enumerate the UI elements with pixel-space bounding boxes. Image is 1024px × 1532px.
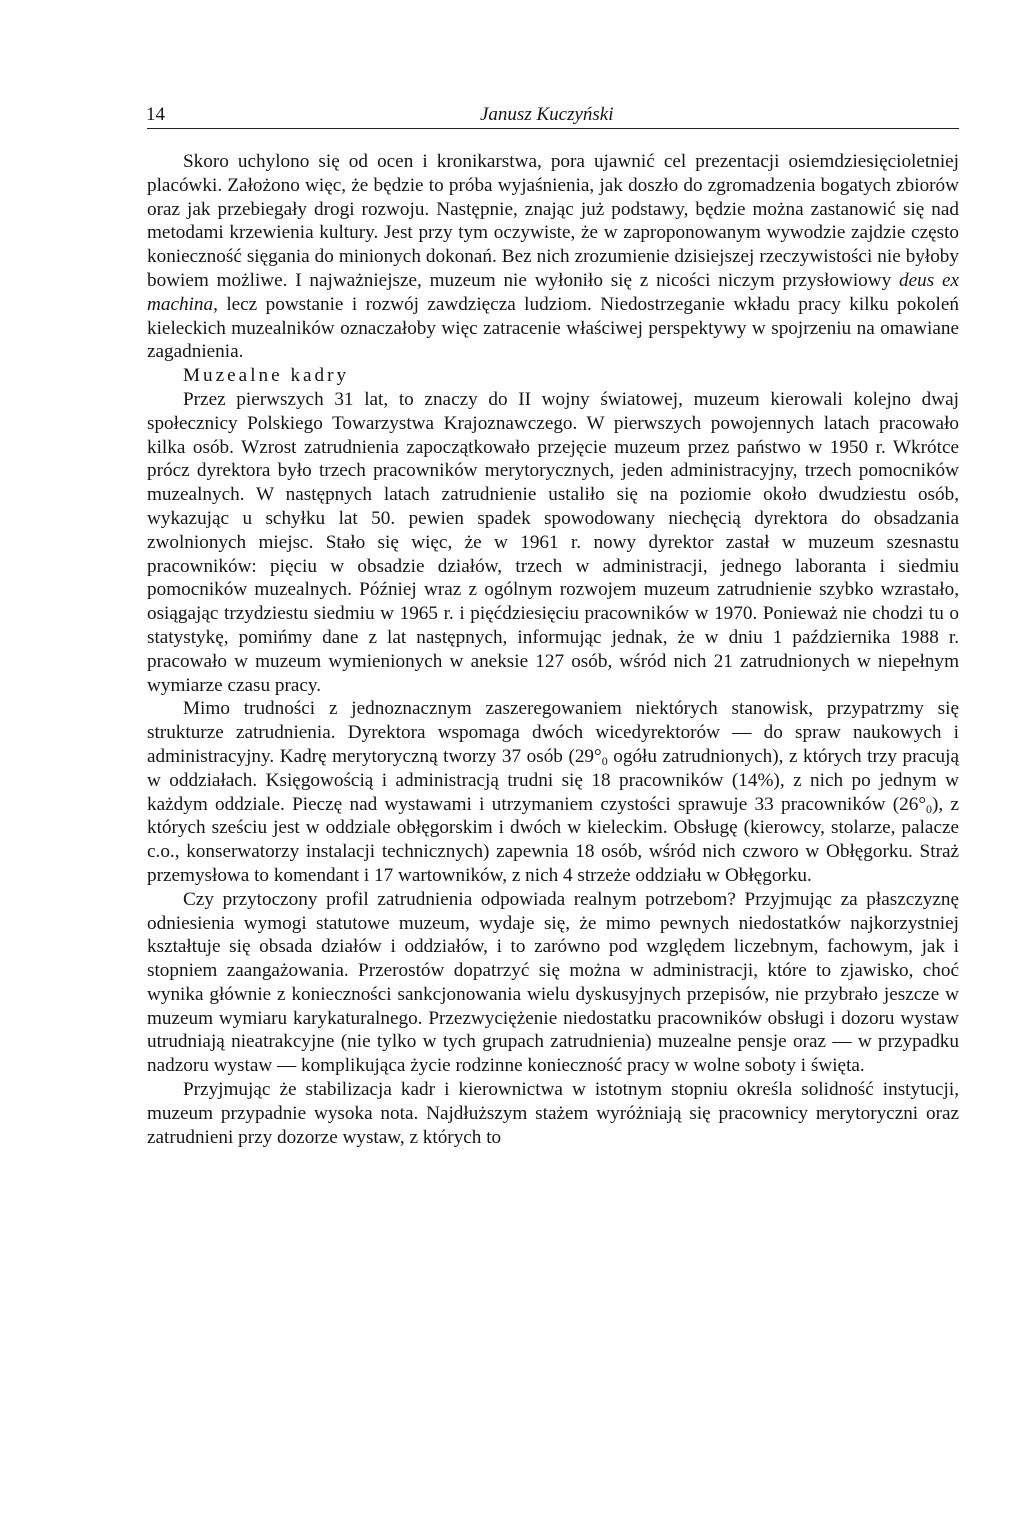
paragraph-intro (147, 150, 959, 364)
percent-sub-2: 0 (926, 801, 932, 816)
running-head-author: Janusz Kuczyński (480, 104, 614, 125)
paragraph-staff-structure-text-2: ogółu zatrudnionych), z których trzy pracują w oddziałach. Księgowością i administracją trudni się 18 pracowników (14%), z nich po jednym w każdym oddziale. Pieczę nad wystawami i utrzymaniem czystości sprawuje 33 pracowników (26 (147, 745, 959, 815)
percent-sign-2: ° (918, 793, 926, 815)
article-body (147, 150, 959, 1149)
paragraph-stabilization: Przyjmując że stabilizacja kadr i kierownictwa w istotnym stopniu określa solidność instytucji, muzeum przypadnie wysoka nota. Najdłuższym stażem wyróżniają się pracownicy merytoryczni oraz zatrudnieni przy dozorze wystaw, z których to (147, 1079, 959, 1148)
percent-sign-1: ° (594, 745, 602, 767)
book-page (147, 0, 959, 1532)
paragraph-staff-structure-text-1: Mimo trudności z jednoznacznym zaszeregowaniem niektórych stanowisk, przypatrzmy się strukturze zatrudnienia. Dyrektora wspomaga dwóch wicedyrektorów — do spraw naukowych i administracyjny. Kadrę merytoryczną tworzy 37 osób (29 (147, 698, 959, 767)
paragraph-staff-history: Przez pierwszych 31 lat, to znaczy do II wojny światowej, muzeum kierowali kolejno dwaj społecznicy Polskiego Towarzystwa Krajoznawczego. W pierwszych powojennych latach pracowało kilka osób. Wzrost zatrudnienia zapoczątkowało przejęcie muzeum przez państwo w 1950 r. Wkrótce prócz dyrektora było trzech pracowników merytorycznych, jeden administracyjny, trzech pomocników muzealnych. W następnych latach zatrudnienie ustaliło się na poziomie około dwudziestu osób, wykazując u schyłku lat 50. pewien spadek spowodowany niechęcią dyrektora do obsadzania zwolnionych miejsc. Stało się więc, że w 1961 r. nowy dyrektor zastał w muzeum szesnastu pracowników: pięciu w obsadzie działów, trzech w administracji, jednego laboranta i siedmiu pomocników muzealnych. Później wraz z ogólnym rozwojem muzeum zatrudnienie szybko wzrastało, osiągając trzydziestu siedmiu w 1965 r. i pięćdziesięciu pracowników w 1970. Ponieważ nie chodzi tu o statystykę, pomińmy dane z lat następnych, informując jednak, że w dniu 1 października 1988 r. pracowało w muzeum wymienionych w aneksie 127 osób, wśród nich 21 zatrudnionych w niepełnym wymiarze czasu pracy. (147, 388, 959, 696)
section-heading: Muzealne kadry (183, 365, 350, 387)
paragraph-intro-text-end: , lecz powstanie i rozwój zawdzięcza ludziom. Niedostrzeganie wkładu pracy kilku pokoleń kieleckich muzealników oznaczałoby więc zatracenie właściwej perspektywy w spojrzeniu na omawiane zagadnienia. (147, 293, 959, 363)
italic-phrase: deus ex machina (147, 269, 959, 315)
running-head (147, 104, 959, 129)
paragraph-staff-structure-text-3: ), z których sześciu jest w oddziale obłęgorskim i dwóch w kieleckim. Obsługę (kierowcy, stolarze, palacze c.o., konserwatorzy instalacji technicznych) zapewnia 18 osób, wśród nich czworo w Obłęgorku. Straż przemysłowa to komendant i 17 wartowników, z nich 4 strzeże oddziału w Obłęgorku. (147, 793, 959, 886)
paragraph-staff-structure (147, 697, 959, 887)
percent-sub-1: 0 (601, 753, 608, 768)
page-number: 14 (146, 104, 165, 125)
paragraph-intro-text: Skoro uchylono się od ocen i kronikarstwa, pora ujawnić cel prezentacji osiemdziesięcioletniej placówki. Założono więc, że będzie to próba wyjaśnienia, jak doszło do zgromadzenia bogatych zbiorów oraz jak przebiegały drogi rozwoju. Następnie, znając już podstawy, będzie można zastanowić się nad metodami krzewienia kultury. Jest przy tym oczywiste, że w zaproponowanym wywodzie zajdzie często konieczność sięgania do minionych dokonań. Bez nich zrozumienie dzisiejszej rzeczywistości nie byłoby bowiem możliwe. I najważniejsze, muzeum nie wyłoniło się z nicości niczym przysłowiowy (147, 151, 959, 291)
paragraph-staff-needs: Czy przytoczony profil zatrudnienia odpowiada realnym potrzebom? Przyjmując za płaszczyznę odniesienia wymogi statutowe muzeum, wydaje się, że mimo pewnych niedostatków najkorzystniej kształtuje się obsada działów i oddziałów, i to zarówno pod względem liczebnym, fachowym, jak i stopniem zaangażowania. Przerostów dopatrzyć się można w administracji, które to zjawisko, choć wynika głównie z konieczności sankcjonowania wielu dyskusyjnych przepisów, nie przybrało jeszcze w muzeum wymiaru karykaturalnego. Przezwyciężenie niedostatku pracowników obsługi i dozoru wystaw utrudniają nieatrakcyjne (nie tylko w tych grupach zatrudnienia) muzealne pensje oraz — w przypadku nadzoru wystaw — komplikująca życie rodzinne konieczność pracy w wolne soboty i święta. (147, 888, 959, 1077)
